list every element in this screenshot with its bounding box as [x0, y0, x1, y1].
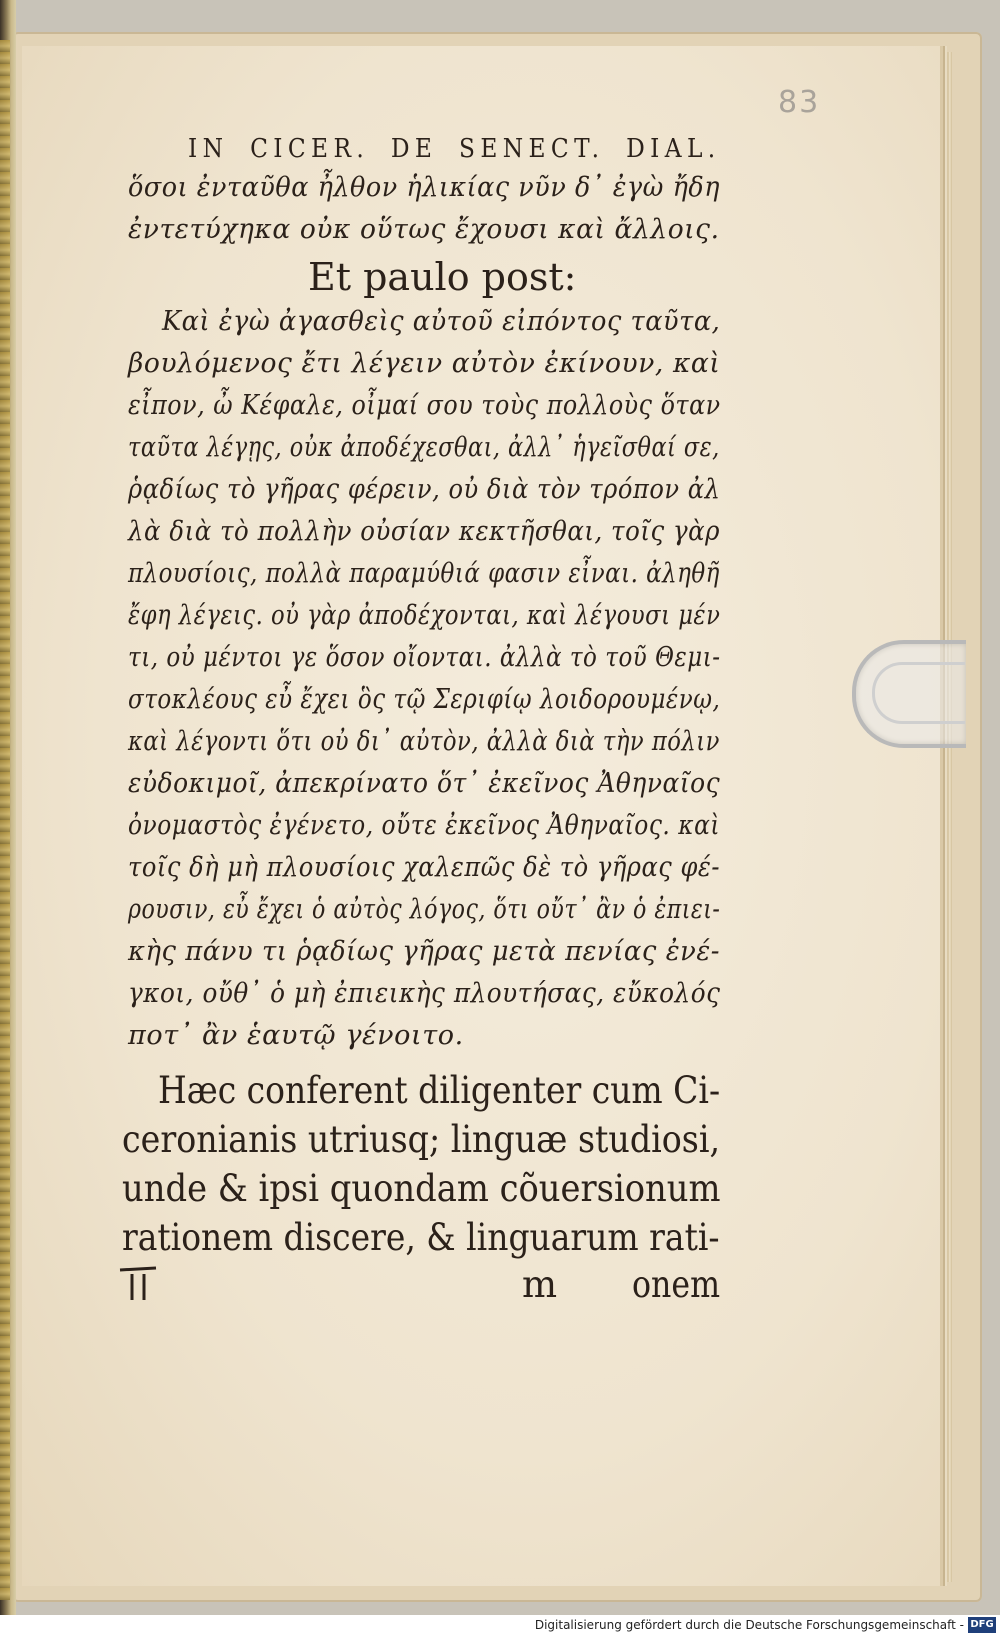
running-head: IN CICER. DE SENECT. DIAL.: [188, 134, 721, 164]
greek-line: εὐδοκιμοῖ, ἀπεκρίνατο ὅτ᾽ ἐκεῖνος Ἀθηναῖος: [128, 768, 721, 799]
greek-line: τοῖς δὴ μὴ πλουσίοις χαλεπῶς δὲ τὸ γῆρας φέ-: [128, 852, 721, 883]
greek-line: γκοι, οὔθ᾽ ὁ μὴ ἐπιεικὴς πλουτήσας, εὔκολός: [128, 978, 721, 1009]
greek-line: καὶ λέγοντι ὅτι οὐ δι᾽ αὐτὸν, ἀλλὰ διὰ τὴν πόλιν: [128, 726, 720, 757]
greek-line: Καὶ ἐγὼ ἀγασθεὶς αὐτοῦ εἰπόντος ταῦτα,: [162, 306, 721, 337]
greek-line: ρουσιν, εὖ ἔχει ὁ αὐτὸς λόγος, ὅτι οὔτ᾽ ἂν ὁ ἐπιει-: [128, 894, 721, 925]
catchword-left: m: [522, 1263, 558, 1306]
greek-line: τι, οὐ μέντοι γε ὅσον οἴονται. ἀλλὰ τὸ τοῦ Θεμι-: [128, 642, 721, 673]
greek-line: στοκλέους εὖ ἔχει ὃς τῷ Σεριφίῳ λοιδορουμένῳ,: [128, 684, 721, 715]
latin-line: Hæc conferent diligenter cum Ci-: [158, 1069, 721, 1112]
greek-line: ῥᾳδίως τὸ γῆρας φέρειν, οὐ διὰ τὸν τρόπον ἀλ: [128, 474, 721, 505]
latin-line: ceronianis utriusq; linguæ studiosi,: [122, 1118, 721, 1161]
dfg-logo: DFG: [968, 1617, 996, 1633]
footer-bar: [0, 1615, 1000, 1637]
latin-line: unde & ipsi quondam cõuersionum: [122, 1167, 721, 1210]
catchword-right: onem: [632, 1263, 721, 1306]
greek-line: κὴς πάνυ τι ῥᾳδίως γῆρας μετὰ πενίας ἐνέ-: [128, 936, 721, 967]
greek-line: πλουσίοις, πολλὰ παραμύθιά φασιν εἶναι. ἀληθῆ: [128, 558, 720, 589]
subheading: Et paulo post:: [308, 255, 577, 299]
folio-number: 83: [778, 85, 821, 120]
greek-line: ἔφη λέγεις. οὐ γὰρ ἀποδέχονται, καὶ λέγουσι μέν: [128, 600, 721, 631]
greek-line: ταῦτα λέγῃς, οὐκ ἀποδέχεσθαι, ἀλλ᾽ ἡγεῖσθαί σε,: [128, 432, 720, 463]
greek-line: ὅσοι ἐνταῦθα ἦλθον ἡλικίας νῦν δ᾽ ἐγὼ ἤδη: [128, 172, 721, 203]
latin-line: rationem discere, & linguarum rati-: [122, 1216, 720, 1259]
greek-line: λὰ διὰ τὸ πολλὴν οὐσίαν κεκτῆσθαι, τοῖς γὰρ: [128, 516, 721, 547]
signature-mark: [118, 1264, 158, 1306]
greek-line: βουλόμενος ἔτι λέγειν αὐτὸν ἐκίνουν, καὶ: [128, 348, 721, 379]
footer-credit: Digitalisierung gefördert durch die Deutsche Forschungsgemeinschaft -: [534, 1618, 964, 1632]
greek-line: ὀνομαστὸς ἐγένετο, οὔτε ἐκεῖνος Ἀθηναῖος. καὶ: [128, 810, 720, 841]
greek-line: ἐντετύχηκα οὐκ οὕτως ἔχουσι καὶ ἄλλοις.: [128, 214, 720, 245]
greek-line: ποτ᾽ ἂν ἑαυτῷ γένοιτο.: [128, 1020, 464, 1051]
greek-line: εἶπον, ὦ Κέφαλε, οἶμαί σου τοὺς πολλοὺς ὅταν: [128, 390, 721, 421]
